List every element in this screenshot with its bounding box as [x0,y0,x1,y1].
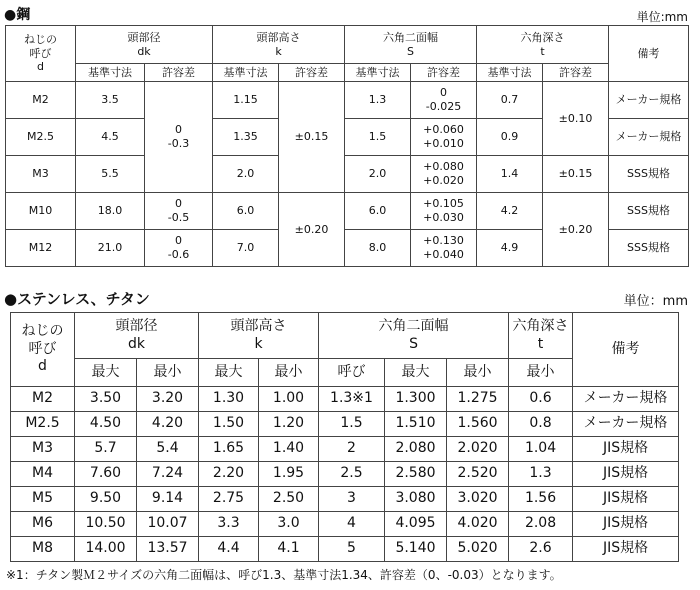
steel-dimension-table [5,25,689,267]
table-row [11,487,679,512]
cell-s-min: 2.520 [447,462,509,487]
stainless-unit-label: 単位：mm [623,294,688,309]
cell-s: 1.3 [345,82,411,119]
cell-s-nom: 4 [319,512,385,537]
cell-t: 0.9 [477,119,543,156]
cell-dk-tol: 0 -0.5 [145,193,213,230]
cell-d: M5 [11,487,75,512]
cell-s-tol: 0 -0.025 [411,82,477,119]
header-nominal-d: ねじの 呼び d [11,313,75,387]
cell-s-max: 1.300 [385,387,447,412]
subheader: 基準寸法 [345,64,411,82]
cell-k-max: 2.20 [199,462,259,487]
cell-dk-max: 10.50 [75,512,137,537]
cell-t: 1.4 [477,156,543,193]
header-head-height: 頭部高さ k [199,313,319,359]
cell-d: M2.5 [11,412,75,437]
cell-t-tol: ±0.10 [543,82,609,156]
cell-s-nom: 2 [319,437,385,462]
cell-d: M2 [6,82,76,119]
cell-k-min: 4.1 [259,537,319,562]
header-hex-depth: 六角深さ t [509,313,573,359]
cell-dk: 4.5 [76,119,145,156]
subheader: 許容差 [411,64,477,82]
cell-dk-max: 7.60 [75,462,137,487]
subheader: 基準寸法 [76,64,145,82]
cell-t: 4.9 [477,230,543,267]
cell-s-tol: +0.130 +0.040 [411,230,477,267]
subheader: 最大 [199,359,259,387]
cell-s: 2.0 [345,156,411,193]
cell-t: 4.2 [477,193,543,230]
header-hex-width: 六角二面幅 S [345,26,477,64]
cell-d: M12 [6,230,76,267]
cell-s: 8.0 [345,230,411,267]
cell-t-min: 0.8 [509,412,573,437]
subheader: 許容差 [145,64,213,82]
cell-s: 1.5 [345,119,411,156]
header-nominal-d: ねじの 呼び d [6,26,76,82]
cell-d: M2 [11,387,75,412]
table-row [11,437,679,462]
stainless-section-title: ●ステンレス、チタン [4,290,150,308]
cell-remarks: メーカー規格 [609,82,689,119]
cell-t: 0.7 [477,82,543,119]
cell-t-tol: ±0.20 [543,193,609,267]
cell-dk-tol: 0 -0.3 [145,82,213,193]
header-head-diameter: 頭部径 dk [76,26,213,64]
cell-s-max: 4.095 [385,512,447,537]
cell-k-tol: ±0.20 [279,193,345,267]
footnote: ※1：チタン製Ｍ２サイズの六角二面幅は、呼び1.3、基準寸法1.34、許容差（0、-0.03）となります。 [6,568,562,582]
cell-dk-max: 14.00 [75,537,137,562]
cell-dk-tol: 0 -0.6 [145,230,213,267]
cell-dk-min: 7.24 [137,462,199,487]
cell-t-min: 1.3 [509,462,573,487]
header-hex-depth: 六角深さ t [477,26,609,64]
cell-dk-max: 3.50 [75,387,137,412]
cell-s-min: 1.275 [447,387,509,412]
cell-remarks: SSS規格 [609,230,689,267]
cell-d: M2.5 [6,119,76,156]
stainless-dimension-table [10,312,679,562]
cell-k: 2.0 [213,156,279,193]
cell-k: 1.15 [213,82,279,119]
subheader: 呼び [319,359,385,387]
header-hex-width: 六角二面幅 S [319,313,509,359]
cell-s-nom: 1.3※1 [319,387,385,412]
cell-remarks: JIS規格 [573,512,679,537]
cell-t-min: 1.04 [509,437,573,462]
cell-remarks: SSS規格 [609,193,689,230]
cell-s-max: 1.510 [385,412,447,437]
subheader: 許容差 [279,64,345,82]
cell-s-nom: 3 [319,487,385,512]
cell-k-min: 3.0 [259,512,319,537]
cell-k-max: 1.50 [199,412,259,437]
subheader: 最大 [385,359,447,387]
cell-s-tol: +0.080 +0.020 [411,156,477,193]
cell-k: 7.0 [213,230,279,267]
cell-dk-min: 13.57 [137,537,199,562]
cell-remarks: メーカー規格 [609,119,689,156]
cell-remarks: JIS規格 [573,537,679,562]
cell-s-min: 4.020 [447,512,509,537]
table-row [11,462,679,487]
cell-d: M10 [6,193,76,230]
cell-s-nom: 5 [319,537,385,562]
subheader: 最小 [447,359,509,387]
cell-k-min: 1.95 [259,462,319,487]
header-head-diameter: 頭部径 dk [75,313,199,359]
cell-remarks: JIS規格 [573,462,679,487]
cell-dk-min: 5.4 [137,437,199,462]
cell-s-min: 1.560 [447,412,509,437]
cell-k-tol: ±0.15 [279,82,345,193]
subheader: 基準寸法 [477,64,543,82]
cell-s-nom: 1.5 [319,412,385,437]
cell-d: M6 [11,512,75,537]
cell-dk: 21.0 [76,230,145,267]
cell-s-max: 2.580 [385,462,447,487]
cell-s: 6.0 [345,193,411,230]
subheader: 最小 [137,359,199,387]
cell-k-max: 1.30 [199,387,259,412]
cell-remarks: メーカー規格 [573,387,679,412]
cell-dk-min: 10.07 [137,512,199,537]
cell-dk-max: 5.7 [75,437,137,462]
cell-t-min: 1.56 [509,487,573,512]
cell-t-min: 0.6 [509,387,573,412]
table-row [6,156,689,193]
cell-s-tol: +0.060 +0.010 [411,119,477,156]
table-row [6,82,689,119]
cell-s-max: 3.080 [385,487,447,512]
table-row [11,412,679,437]
cell-s-max: 5.140 [385,537,447,562]
cell-d: M3 [11,437,75,462]
cell-t-tol: ±0.15 [543,156,609,193]
cell-k-min: 1.40 [259,437,319,462]
cell-s-min: 3.020 [447,487,509,512]
cell-dk-min: 3.20 [137,387,199,412]
subheader: 最小 [259,359,319,387]
cell-k-min: 1.00 [259,387,319,412]
steel-section-title: ●鋼 [4,7,31,23]
cell-remarks: JIS規格 [573,487,679,512]
cell-remarks: メーカー規格 [573,412,679,437]
header-remarks: 備考 [609,26,689,82]
cell-k-max: 2.75 [199,487,259,512]
subheader: 最小 [509,359,573,387]
cell-d: M4 [11,462,75,487]
cell-s-tol: +0.105 +0.030 [411,193,477,230]
subheader: 最大 [75,359,137,387]
cell-k-max: 3.3 [199,512,259,537]
cell-dk-min: 9.14 [137,487,199,512]
cell-dk-max: 4.50 [75,412,137,437]
cell-dk: 5.5 [76,156,145,193]
cell-k-min: 1.20 [259,412,319,437]
cell-s-min: 2.020 [447,437,509,462]
cell-dk-min: 4.20 [137,412,199,437]
header-remarks: 備考 [573,313,679,387]
cell-k: 1.35 [213,119,279,156]
cell-dk: 3.5 [76,82,145,119]
subheader: 許容差 [543,64,609,82]
cell-t-min: 2.6 [509,537,573,562]
cell-s-nom: 2.5 [319,462,385,487]
cell-d: M8 [11,537,75,562]
table-row [11,512,679,537]
cell-t-min: 2.08 [509,512,573,537]
table-row [11,537,679,562]
cell-s-min: 5.020 [447,537,509,562]
cell-remarks: SSS規格 [609,156,689,193]
cell-remarks: JIS規格 [573,437,679,462]
cell-k-min: 2.50 [259,487,319,512]
cell-k: 6.0 [213,193,279,230]
cell-s-max: 2.080 [385,437,447,462]
table-row [11,387,679,412]
cell-d: M3 [6,156,76,193]
header-head-height: 頭部高さ k [213,26,345,64]
cell-k-max: 1.65 [199,437,259,462]
cell-dk-max: 9.50 [75,487,137,512]
steel-unit-label: 単位:mm [636,10,688,24]
cell-k-max: 4.4 [199,537,259,562]
cell-dk: 18.0 [76,193,145,230]
table-row [6,193,689,230]
subheader: 基準寸法 [213,64,279,82]
